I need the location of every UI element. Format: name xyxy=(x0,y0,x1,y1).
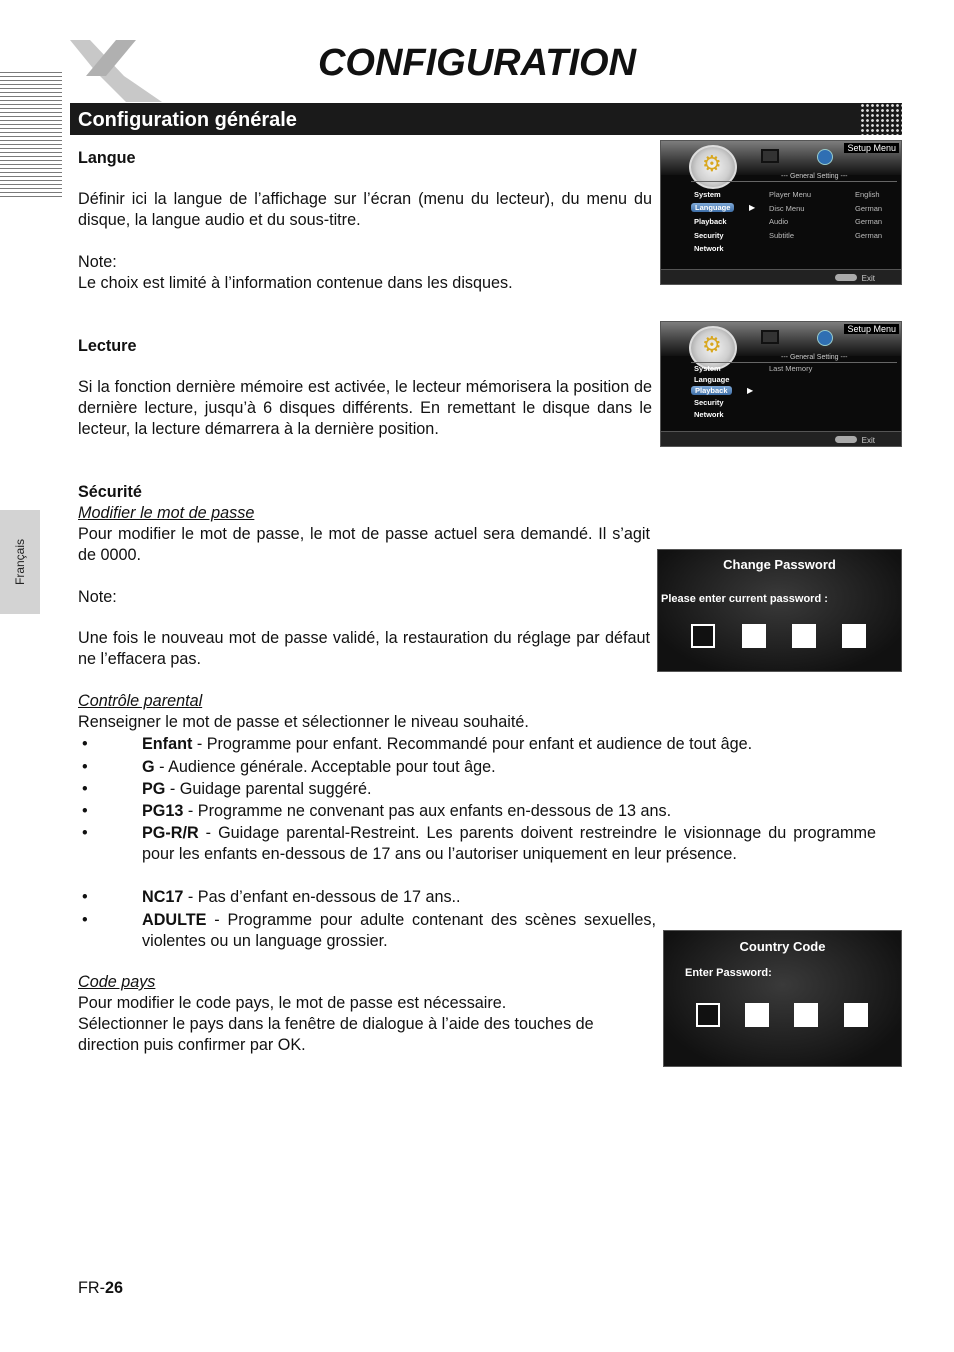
page-prefix: FR- xyxy=(78,1279,105,1297)
option-label: Last Memory xyxy=(769,364,813,373)
password-digit-box xyxy=(844,1003,868,1027)
country-code-screenshot xyxy=(663,930,902,1067)
rating-description: - Pas d’enfant en-dessous de 17 ans.. xyxy=(183,888,461,906)
rating-description: - Audience générale. Acceptable pour tout âge. xyxy=(154,758,496,776)
setup-menu-header: Setup Menu xyxy=(844,143,899,153)
menu-divider xyxy=(691,181,897,182)
menu-item-playback: Playback xyxy=(694,217,727,226)
option-value: German xyxy=(855,217,883,226)
menu-item-security: Security xyxy=(694,231,724,240)
dialog-title: Change Password xyxy=(723,557,836,572)
langue-note-label: Note: xyxy=(78,253,117,271)
setup-menu-language-screenshot xyxy=(660,140,902,285)
tv-icon xyxy=(761,149,779,163)
securite-text: Pour modifier le mot de passe, le mot de passe actuel sera demandé. Il s’agit de 0000. xyxy=(78,525,650,564)
rating-description: - Guidage parental-Restreint. Les parents doivent restreindre le visionnage du programme pour les enfants en-dessous de 17 ans ou l’autoriser uniquement en leur présence. xyxy=(142,824,876,863)
langue-note-text: Le choix est limité à l’information contenue dans les disques. xyxy=(78,274,513,292)
dot-pattern xyxy=(860,103,902,135)
rating-description: - Programme pour enfant. Recommandé pour enfant et audience de tout âge. xyxy=(192,735,753,753)
selection-arrow-icon: ▶ xyxy=(747,386,754,395)
parental-intro: Renseigner le mot de passe et sélectionner le niveau souhaité. xyxy=(78,713,529,731)
bullet-mark: • xyxy=(82,758,88,776)
securite-subheading: Modifier le mot de passe xyxy=(78,504,255,522)
password-digit-box xyxy=(691,624,715,648)
menu-item-language: Language xyxy=(691,203,734,212)
dialog-title: Country Code xyxy=(739,939,826,954)
language-side-tab xyxy=(0,510,40,614)
password-digit-box xyxy=(794,1003,818,1027)
general-setting-subtitle: --- General Setting --- xyxy=(781,354,848,361)
rating-label: NC17 xyxy=(142,888,184,906)
parental-subheading: Contrôle parental xyxy=(78,692,203,710)
rating-description: - Guidage parental suggéré. xyxy=(165,780,372,798)
rating-description: - Programme pour adulte contenant des scènes sexuelles, violentes ou un language grossier. xyxy=(142,911,656,950)
securite-note-label: Note: xyxy=(78,588,117,606)
password-prompt: Enter Password: xyxy=(685,967,772,979)
exit-label: Exit xyxy=(861,436,875,445)
rating-label: G xyxy=(142,758,155,776)
menu-item-network: Network xyxy=(694,244,724,253)
bullet-mark: • xyxy=(82,824,88,842)
menu-item-system: System xyxy=(694,364,721,373)
side-stripes xyxy=(0,72,62,200)
option-label: Player Menu xyxy=(769,190,812,199)
country-subheading: Code pays xyxy=(78,973,156,991)
password-digit-box xyxy=(842,624,866,648)
bullet-mark: • xyxy=(82,780,88,798)
menu-item-system: System xyxy=(694,190,721,199)
securite-note-text: Une fois le nouveau mot de passe validé, la restauration du réglage par défaut ne l’effacera pas. xyxy=(78,629,650,668)
country-line2: Sélectionner le pays dans la fenêtre de dialogue à l’aide des touches de direction puis confirmer par OK. xyxy=(78,1015,594,1054)
password-digit-box xyxy=(745,1003,769,1027)
option-value: German xyxy=(855,204,883,213)
exit-label: Exit xyxy=(861,274,875,283)
menu-item-language: Language xyxy=(694,375,730,384)
selection-arrow-icon: ▶ xyxy=(749,203,756,212)
langue-text: Définir ici la langue de l’affichage sur l’écran (menu du lecteur), du menu du disque, la langue audio et du sous-titre. xyxy=(78,190,652,229)
lecture-heading: Lecture xyxy=(78,337,137,355)
langue-heading: Langue xyxy=(78,149,136,167)
section-header-bar xyxy=(70,103,902,135)
setup-menu-playback-screenshot xyxy=(660,321,902,447)
exit-button-icon xyxy=(835,274,857,281)
settings-gear-icon xyxy=(689,145,737,189)
rating-label: PG xyxy=(142,780,166,798)
option-label: Audio xyxy=(769,217,789,226)
general-setting-subtitle: --- General Setting --- xyxy=(781,173,848,180)
tv-icon xyxy=(761,330,779,344)
rating-label: PG13 xyxy=(142,802,184,820)
menu-item-security: Security xyxy=(694,398,724,407)
option-value: German xyxy=(855,231,883,240)
rating-description: - Programme ne convenant pas aux enfants en-dessous de 13 ans. xyxy=(183,802,672,820)
page-title: CONFIGURATION xyxy=(317,42,637,84)
menu-item-playback: Playback xyxy=(691,386,732,395)
password-digit-box xyxy=(792,624,816,648)
lecture-text: Si la fonction dernière mémoire est activée, le lecteur mémorisera la position de dernière lecture, jusqu’à 6 disques différents. En remettant le disque dans le lecteur, la lecture démarrera à la dernière position. xyxy=(78,378,652,438)
menu-item-network: Network xyxy=(694,410,724,419)
bullet-mark: • xyxy=(82,911,88,929)
bullet-mark: • xyxy=(82,888,88,906)
option-label: Subtitle xyxy=(769,231,795,240)
change-password-screenshot xyxy=(657,549,902,672)
password-digit-box xyxy=(696,1003,720,1027)
password-prompt: Please enter current password : xyxy=(661,593,828,605)
bullet-mark: • xyxy=(82,735,88,753)
page-number-value: 26 xyxy=(104,1279,123,1297)
bullet-mark: • xyxy=(82,802,88,820)
option-label: Disc Menu xyxy=(769,204,805,213)
securite-heading: Sécurité xyxy=(78,483,142,501)
disc-icon xyxy=(817,149,833,165)
rating-label: PG-R/R xyxy=(142,824,199,842)
password-digit-box xyxy=(742,624,766,648)
language-tab-label: Français xyxy=(13,538,27,586)
exit-button-icon xyxy=(835,436,857,443)
country-line1: Pour modifier le code pays, le mot de passe est nécessaire. xyxy=(78,994,507,1012)
option-value: English xyxy=(855,190,880,199)
disc-icon xyxy=(817,330,833,346)
menu-divider xyxy=(691,362,897,363)
rating-label: Enfant xyxy=(142,735,193,753)
page-number xyxy=(78,1278,123,1299)
section-title: Configuration générale xyxy=(78,109,297,131)
setup-menu-header: Setup Menu xyxy=(844,324,899,334)
rating-label: ADULTE xyxy=(142,911,207,929)
